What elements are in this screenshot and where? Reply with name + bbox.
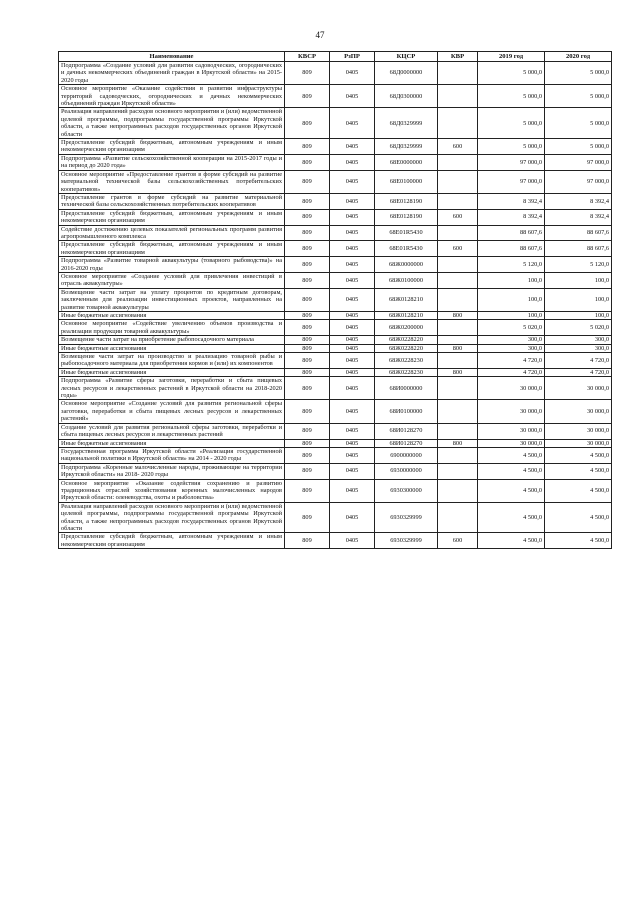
cell-rzpr: 0405 — [330, 193, 375, 209]
cell-2019: 4 500,0 — [478, 479, 545, 502]
cell-2019: 4 500,0 — [478, 533, 545, 549]
cell-name: Предоставление субсидий бюджетным, автономным учреждениям и иным некоммерческим организациям — [59, 209, 285, 225]
table-row — [59, 377, 612, 400]
cell-2019: 5 000,0 — [478, 62, 545, 85]
cell-2019: 5 000,0 — [478, 108, 545, 139]
cell-name: Возмещение части затрат на приобретение рыбопосадочного материала — [59, 336, 285, 344]
cell-name: Основное мероприятие «Создание условий для развития региональной сферы заготовки, переработки и сбыта пищевых лесных ресурсов и лекарственных растений» — [59, 400, 285, 423]
cell-2019: 4 500,0 — [478, 447, 545, 463]
cell-2019: 8 392,4 — [478, 193, 545, 209]
cell-2020: 300,0 — [545, 344, 612, 352]
cell-kvr — [438, 447, 478, 463]
table-row — [59, 272, 612, 288]
cell-kvsr: 809 — [285, 336, 330, 344]
cell-2019: 30 000,0 — [478, 439, 545, 447]
cell-rzpr: 0405 — [330, 336, 375, 344]
cell-rzpr: 0405 — [330, 139, 375, 155]
cell-kvsr: 809 — [285, 312, 330, 320]
cell-kvsr: 809 — [285, 439, 330, 447]
header-kcsr: КЦСР — [375, 52, 438, 62]
cell-kvr: 800 — [438, 368, 478, 376]
table-row — [59, 533, 612, 549]
cell-name: Предоставление субсидий бюджетным, автономным учреждениям и иным некоммерческим организациям — [59, 533, 285, 549]
cell-2019: 88 607,6 — [478, 225, 545, 241]
cell-kvr — [438, 225, 478, 241]
cell-kvr — [438, 170, 478, 193]
cell-name: Основное мероприятие «Оказание содействия сохранению и развитию традиционных отраслей хозяйствования коренных малочисленных народов Иркутской области: оленеводства, охоты и рыболовства» — [59, 479, 285, 502]
cell-2020: 88 607,6 — [545, 225, 612, 241]
cell-2019: 5 000,0 — [478, 139, 545, 155]
header-2019: 2019 год — [478, 52, 545, 62]
cell-kcsr: 6900000000 — [375, 447, 438, 463]
cell-2020: 5 020,0 — [545, 320, 612, 336]
table-row — [59, 463, 612, 479]
cell-kcsr: 68И0100000 — [375, 400, 438, 423]
cell-kcsr: 68Д0329999 — [375, 108, 438, 139]
cell-kvr — [438, 272, 478, 288]
cell-name: Предоставление грантов в форме субсидий на развитие материальной технической базы сельскохозяйственных потребительских кооперативов — [59, 193, 285, 209]
cell-rzpr: 0405 — [330, 312, 375, 320]
cell-2020: 88 607,6 — [545, 241, 612, 257]
cell-kvsr: 809 — [285, 62, 330, 85]
cell-name: Подпрограмма «Коренные малочисленные народы, проживающие на территории Иркутской области» на 2018- 2020 годы — [59, 463, 285, 479]
cell-2020: 4 500,0 — [545, 479, 612, 502]
table-header — [59, 52, 612, 62]
cell-2019: 30 000,0 — [478, 400, 545, 423]
cell-2019: 97 000,0 — [478, 154, 545, 170]
header-kvsr: КВСР — [285, 52, 330, 62]
cell-kcsr: 68И0128270 — [375, 439, 438, 447]
cell-2019: 100,0 — [478, 272, 545, 288]
table-row — [59, 344, 612, 352]
cell-kvr — [438, 377, 478, 400]
cell-kvsr: 809 — [285, 463, 330, 479]
table-row — [59, 139, 612, 155]
table-row — [59, 108, 612, 139]
cell-kvr: 600 — [438, 139, 478, 155]
cell-2019: 100,0 — [478, 312, 545, 320]
cell-name: Подпрограмма «Развитие сельскохозяйственной кооперации на 2015-2017 годы и на период до 2020 года» — [59, 154, 285, 170]
cell-rzpr: 0405 — [330, 272, 375, 288]
cell-kcsr: 6930329999 — [375, 502, 438, 533]
cell-name: Подпрограмма «Создание условий для развития садоводческих, огороднических и дачных некоммерческих объединений граждан в Иркутской области» на 2015-2020 годы — [59, 62, 285, 85]
budget-table — [58, 51, 612, 549]
cell-kvr: 600 — [438, 533, 478, 549]
cell-2020: 30 000,0 — [545, 423, 612, 439]
cell-2019: 5 000,0 — [478, 85, 545, 108]
cell-kvsr: 809 — [285, 377, 330, 400]
cell-kvsr: 809 — [285, 209, 330, 225]
cell-kcsr: 68Е0128190 — [375, 193, 438, 209]
table-row — [59, 225, 612, 241]
cell-kvsr: 809 — [285, 344, 330, 352]
table-row — [59, 154, 612, 170]
cell-kvr — [438, 479, 478, 502]
cell-name: Создание условий для развития региональной сферы заготовки, переработки и сбыта пищевых лесных ресурсов и лекарственных растений — [59, 423, 285, 439]
cell-rzpr: 0405 — [330, 502, 375, 533]
cell-2020: 4 720,0 — [545, 368, 612, 376]
cell-rzpr: 0405 — [330, 463, 375, 479]
cell-rzpr: 0405 — [330, 533, 375, 549]
cell-kcsr: 68Е0100000 — [375, 170, 438, 193]
header-2020: 2020 год — [545, 52, 612, 62]
cell-kvr — [438, 288, 478, 311]
cell-rzpr: 0405 — [330, 400, 375, 423]
cell-kcsr: 68Ж0228220 — [375, 336, 438, 344]
cell-2020: 30 000,0 — [545, 377, 612, 400]
cell-2020: 4 500,0 — [545, 463, 612, 479]
cell-name: Подпрограмма «Развитие сферы заготовки, переработки и сбыта пищевых лесных ресурсов и лекарственных растений в Иркутской области на 2018-2020 годы» — [59, 377, 285, 400]
cell-2020: 8 392,4 — [545, 209, 612, 225]
table-row — [59, 320, 612, 336]
cell-2019: 100,0 — [478, 288, 545, 311]
cell-kvr — [438, 108, 478, 139]
cell-kvr — [438, 257, 478, 273]
table-row — [59, 400, 612, 423]
cell-kcsr: 68И0000000 — [375, 377, 438, 400]
cell-kcsr: 68Д0000000 — [375, 62, 438, 85]
cell-kcsr: 68Ж0228220 — [375, 344, 438, 352]
table-row — [59, 423, 612, 439]
cell-kcsr: 68Ж0128210 — [375, 312, 438, 320]
header-name: Наименование — [59, 52, 285, 62]
cell-kcsr: 68Е0128190 — [375, 209, 438, 225]
cell-2019: 88 607,6 — [478, 241, 545, 257]
cell-rzpr: 0405 — [330, 257, 375, 273]
cell-2019: 4 720,0 — [478, 368, 545, 376]
header-kvr: КВР — [438, 52, 478, 62]
cell-kvr — [438, 353, 478, 369]
cell-rzpr: 0405 — [330, 368, 375, 376]
cell-2020: 4 720,0 — [545, 353, 612, 369]
cell-name: Иные бюджетные ассигнования — [59, 368, 285, 376]
cell-2019: 8 392,4 — [478, 209, 545, 225]
cell-2020: 5 000,0 — [545, 62, 612, 85]
cell-rzpr: 0405 — [330, 62, 375, 85]
table-row — [59, 336, 612, 344]
cell-kvsr: 809 — [285, 400, 330, 423]
cell-name: Основное мероприятие «Предоставление грантов в форме субсидий на развитие материальной технической базы сельскохозяйственных потребительских кооперативов» — [59, 170, 285, 193]
table-row — [59, 241, 612, 257]
cell-kvsr: 809 — [285, 257, 330, 273]
cell-rzpr: 0405 — [330, 447, 375, 463]
cell-kvsr: 809 — [285, 108, 330, 139]
cell-kvsr: 809 — [285, 353, 330, 369]
cell-kvr: 600 — [438, 209, 478, 225]
table-row — [59, 447, 612, 463]
cell-kvsr: 809 — [285, 479, 330, 502]
cell-rzpr: 0405 — [330, 241, 375, 257]
cell-name: Реализация направлений расходов основного мероприятия и (или) ведомственной целевой программы, подпрограммы государственной программы Иркутской области, а также непрограммных расходов государственных органов Иркутской области — [59, 108, 285, 139]
cell-2020: 300,0 — [545, 336, 612, 344]
cell-2020: 100,0 — [545, 312, 612, 320]
cell-kvsr: 809 — [285, 447, 330, 463]
table-row — [59, 209, 612, 225]
cell-kvr — [438, 320, 478, 336]
cell-kcsr: 68Е0000000 — [375, 154, 438, 170]
cell-name: Основное мероприятие «Содействие увеличению объемов производства и реализации продукции товарной аквакультуры» — [59, 320, 285, 336]
cell-2020: 4 500,0 — [545, 447, 612, 463]
cell-kvsr: 809 — [285, 288, 330, 311]
table-row — [59, 62, 612, 85]
cell-kcsr: 68Ж0228230 — [375, 368, 438, 376]
cell-2020: 30 000,0 — [545, 439, 612, 447]
cell-kvr — [438, 423, 478, 439]
cell-kcsr: 68Ж0100000 — [375, 272, 438, 288]
table-row — [59, 257, 612, 273]
cell-2020: 8 392,4 — [545, 193, 612, 209]
header-rzpr: РзПР — [330, 52, 375, 62]
cell-name: Предоставление субсидий бюджетным, автономным учреждениям и иным некоммерческим организациям — [59, 241, 285, 257]
cell-rzpr: 0405 — [330, 344, 375, 352]
cell-kvsr: 809 — [285, 85, 330, 108]
cell-name: Государственная программа Иркутской области «Реализация государственной национальной политики в Иркутской области» на 2014 - 2020 годы — [59, 447, 285, 463]
cell-name: Содействие достижению целевых показателей региональных программ развития агропромышленного комплекса — [59, 225, 285, 241]
cell-2019: 30 000,0 — [478, 423, 545, 439]
table-row — [59, 170, 612, 193]
cell-kvsr: 809 — [285, 320, 330, 336]
cell-kvr — [438, 400, 478, 423]
cell-kvsr: 809 — [285, 272, 330, 288]
table-row — [59, 502, 612, 533]
cell-name: Предоставление субсидий бюджетным, автономным учреждениям и иным некоммерческим организациям — [59, 139, 285, 155]
cell-rzpr: 0405 — [330, 479, 375, 502]
cell-kcsr: 68Д0329999 — [375, 139, 438, 155]
table-row — [59, 85, 612, 108]
cell-2019: 300,0 — [478, 344, 545, 352]
cell-rzpr: 0405 — [330, 423, 375, 439]
cell-name: Иные бюджетные ассигнования — [59, 344, 285, 352]
cell-2019: 5 120,0 — [478, 257, 545, 273]
cell-kvsr: 809 — [285, 154, 330, 170]
table-row — [59, 353, 612, 369]
table-row — [59, 368, 612, 376]
cell-kvsr: 809 — [285, 193, 330, 209]
cell-name: Иные бюджетные ассигнования — [59, 312, 285, 320]
cell-rzpr: 0405 — [330, 170, 375, 193]
cell-rzpr: 0405 — [330, 439, 375, 447]
cell-kvsr: 809 — [285, 533, 330, 549]
cell-kcsr: 6930000000 — [375, 463, 438, 479]
cell-kvr — [438, 85, 478, 108]
cell-name: Возмещение части затрат на уплату процентов по кредитным договорам, заключенным для реализации инвестиционных проектов, направленных на развитие товарной аквакультуры — [59, 288, 285, 311]
cell-2019: 30 000,0 — [478, 377, 545, 400]
table-row — [59, 312, 612, 320]
cell-2020: 5 000,0 — [545, 85, 612, 108]
page-number: 47 — [315, 30, 325, 40]
table-row — [59, 288, 612, 311]
cell-name: Основное мероприятие «Оказание содействия в развитии инфраструктуры территорий садоводческих, огороднических и дачных некоммерческих объединений граждан Иркутской области» — [59, 85, 285, 108]
cell-2020: 97 000,0 — [545, 154, 612, 170]
cell-2019: 4 500,0 — [478, 463, 545, 479]
cell-kvr: 800 — [438, 344, 478, 352]
cell-name: Возмещение части затрат на производство и реализацию товарной рыбы и рыбопосадочного материала для приобретения кормов и (или) их компонентов — [59, 353, 285, 369]
cell-kvsr: 809 — [285, 225, 330, 241]
cell-kcsr: 68Ж0200000 — [375, 320, 438, 336]
cell-kcsr: 6930329999 — [375, 533, 438, 549]
cell-kvsr: 809 — [285, 241, 330, 257]
cell-kvsr: 809 — [285, 423, 330, 439]
cell-kvr — [438, 463, 478, 479]
cell-2019: 4 720,0 — [478, 353, 545, 369]
cell-2020: 97 000,0 — [545, 170, 612, 193]
cell-2020: 5 000,0 — [545, 108, 612, 139]
cell-kvr: 600 — [438, 241, 478, 257]
table-row — [59, 479, 612, 502]
cell-name: Подпрограмма «Развитие товарной аквакультуры (товарного рыбоводства)» на 2016-2020 годы — [59, 257, 285, 273]
cell-rzpr: 0405 — [330, 209, 375, 225]
cell-2020: 100,0 — [545, 272, 612, 288]
cell-kvr — [438, 502, 478, 533]
cell-2020: 5 000,0 — [545, 139, 612, 155]
cell-kcsr: 68Ж0228230 — [375, 353, 438, 369]
cell-kvr — [438, 193, 478, 209]
cell-rzpr: 0405 — [330, 154, 375, 170]
cell-rzpr: 0405 — [330, 85, 375, 108]
cell-2019: 300,0 — [478, 336, 545, 344]
table-row — [59, 193, 612, 209]
cell-kvsr: 809 — [285, 502, 330, 533]
cell-name: Реализация направлений расходов основного мероприятия и (или) ведомственной целевой программы, подпрограммы государственной программы Иркутской области, а также непрограммных расходов государственных органов Иркутской области — [59, 502, 285, 533]
cell-2019: 5 020,0 — [478, 320, 545, 336]
cell-kvr — [438, 154, 478, 170]
cell-kcsr: 68Е01R5430 — [375, 241, 438, 257]
cell-kcsr: 68Ж0128210 — [375, 288, 438, 311]
cell-kvr — [438, 62, 478, 85]
table-row — [59, 439, 612, 447]
cell-name: Основное мероприятие «Создание условий для привлечения инвестиций в отрасль аквакультуры» — [59, 272, 285, 288]
cell-rzpr: 0405 — [330, 225, 375, 241]
cell-2020: 30 000,0 — [545, 400, 612, 423]
cell-kcsr: 68Д0300000 — [375, 85, 438, 108]
cell-kvsr: 809 — [285, 368, 330, 376]
cell-kvr: 800 — [438, 312, 478, 320]
cell-rzpr: 0405 — [330, 353, 375, 369]
cell-kvsr: 809 — [285, 139, 330, 155]
cell-rzpr: 0405 — [330, 377, 375, 400]
cell-kcsr: 68И0128270 — [375, 423, 438, 439]
cell-kcsr: 68Ж0000000 — [375, 257, 438, 273]
cell-rzpr: 0405 — [330, 320, 375, 336]
cell-2020: 4 500,0 — [545, 533, 612, 549]
cell-kcsr: 68Е01R5430 — [375, 225, 438, 241]
cell-kvr: 800 — [438, 439, 478, 447]
cell-kvsr: 809 — [285, 170, 330, 193]
cell-kvr — [438, 336, 478, 344]
cell-name: Иные бюджетные ассигнования — [59, 439, 285, 447]
cell-2019: 97 000,0 — [478, 170, 545, 193]
cell-2020: 100,0 — [545, 288, 612, 311]
cell-kcsr: 6930300000 — [375, 479, 438, 502]
cell-rzpr: 0405 — [330, 108, 375, 139]
cell-2019: 4 500,0 — [478, 502, 545, 533]
cell-2020: 4 500,0 — [545, 502, 612, 533]
cell-rzpr: 0405 — [330, 288, 375, 311]
cell-2020: 5 120,0 — [545, 257, 612, 273]
